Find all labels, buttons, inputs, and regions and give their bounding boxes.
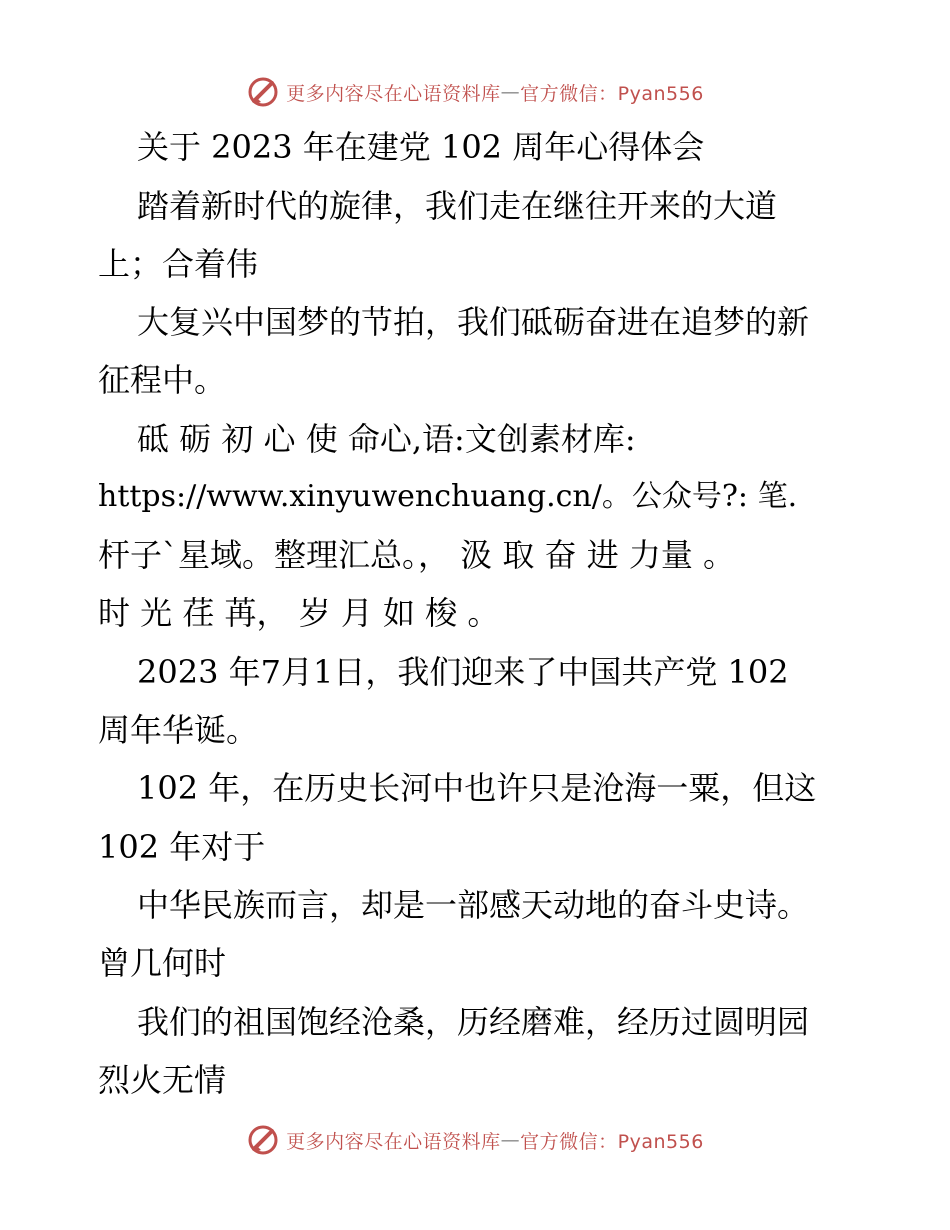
text-line: 102 年，在历史长河中也许只是沧海一粟，但这 [137, 769, 817, 807]
header-watermark [0, 72, 950, 112]
banner-text: 更多内容尽在心语资料库 [286, 82, 501, 105]
text-line: 时 光 荏 苒， 岁 月 如 梭 。 [98, 594, 500, 632]
text-line: 大复兴中国梦的节拍，我们砥砺奋进在追梦的新 [137, 303, 810, 341]
text-line: 102 年对于 [98, 828, 266, 866]
text-line: 征程中。 [98, 361, 227, 399]
banner-text: 更多内容尽在心语资料库 [286, 1130, 501, 1153]
pen-logo-icon [246, 1123, 280, 1157]
text-line: 曾几何时 [98, 944, 227, 982]
text-line: 烈火无情 [98, 1061, 227, 1099]
text-line: 踏着新时代的旋律，我们走在继往开来的大道 [137, 187, 778, 225]
text-line: 中华民族而言，却是一部感天动地的奋斗史诗。 [137, 886, 810, 924]
text-line: 我们的祖国饱经沧桑，历经磨难，经历过圆明园 [137, 1003, 810, 1041]
pen-logo-icon [246, 75, 280, 109]
banner-dash: — [500, 81, 521, 103]
text-line: 杆子`星域。整理汇总。， 汲 取 奋 进 力量 。 [98, 536, 736, 574]
banner-dash: — [500, 1129, 521, 1151]
banner-wechat: 官方微信：Pyan556 [520, 82, 704, 105]
text-line-url: https://www.xinyuwenchuang.cn/。公众号?: 笔. [98, 479, 798, 514]
text-line: 周年华诞。 [98, 711, 259, 749]
title-line: 关于 2023 年在建党 102 周年心得体会 [137, 128, 705, 166]
text-line: 上；合着伟 [98, 245, 259, 283]
text-line: 2023 年7月1日，我们迎来了中国共产党 102 [137, 653, 789, 691]
text-line: 砥 砺 初 心 使 命心,语:文创素材库: [137, 420, 636, 458]
footer-watermark [0, 1120, 950, 1160]
banner-wechat: 官方微信：Pyan556 [520, 1130, 704, 1153]
